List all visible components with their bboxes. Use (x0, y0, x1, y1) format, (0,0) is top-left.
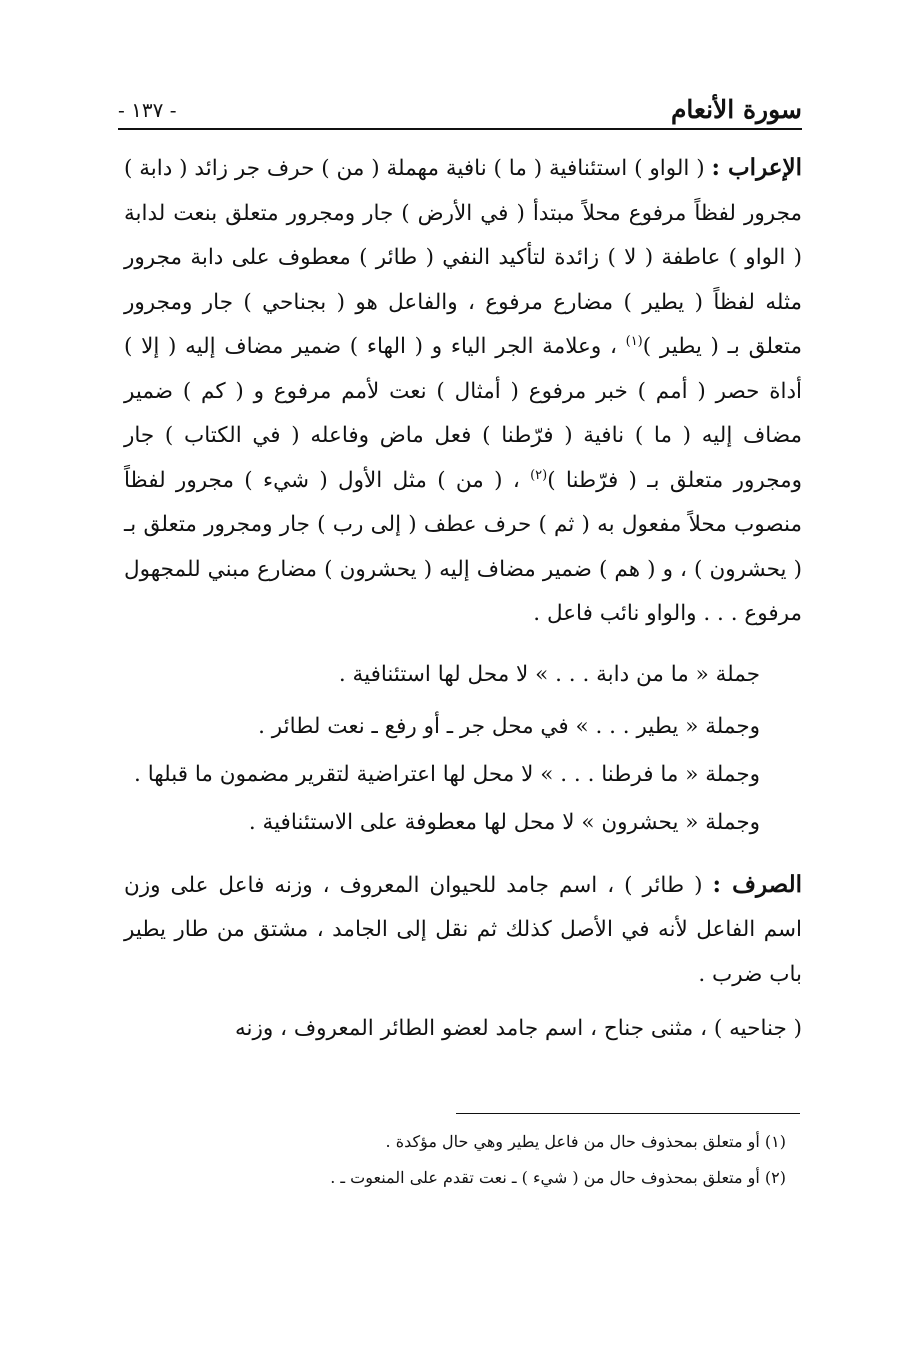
sentence-item: وجملة « يحشرون » لا محل لها معطوفة على الاستئنافية . (248, 809, 760, 835)
footnote-item: (١) أو متعلق بمحذوف حال من فاعل يطير وهي حال مؤكدة . (385, 1132, 786, 1151)
sentence-item: وجملة « ما فرطنا . . . » لا محل لها اعتراضية لتقرير مضمون ما قبلها . (134, 761, 760, 787)
sentence-item: جملة « ما من دابة . . . » لا محل لها استئنافية . (338, 661, 760, 687)
sarf-paragraph (124, 863, 802, 998)
footnote-item: (٢) أو متعلق بمحذوف حال من ( شيء ) ـ نعت تقدم على المنعوت ـ . (330, 1168, 786, 1187)
sentence-item: وجملة « يطير . . . » في محل جر ـ أو رفع ـ نعت لطائر . (258, 713, 760, 739)
continuation-paragraph: ( جناحيه ) ، مثنى جناح ، اسم جامد لعضو الطائر المعروف ، وزنه (235, 1016, 802, 1041)
surah-title: سورة الأنعام (670, 95, 802, 124)
irab-text-2: ، وعلامة الجر الياء و ( الهاء ) ضمير مضاف إليه ( إلا ) أداة حصر ( أمم ) خبر مرفوع ( أمثال ) نعت لأمم مرفوع و ( كم ) ضمير مضاف إليه ( ما ) نافية ( فرّطنا ) فعل ماض وفاعله ( في الكتاب ) جار ومجرور متعلق بـ ( فرّطنا ) (124, 334, 802, 493)
irab-text-3: ، ( من ) مثل الأول ( شيء ) مجرور لفظاً منصوب محلاً مفعول به ( ثم ) حرف عطف ( إلى رب ) جار ومجرور متعلق بـ ( يحشرون ) ، و ( هم ) ضمير مضاف إليه ( يحشرون ) مضارع مبني للمجهول مرفوع . . . والواو نائب فاعل . (124, 467, 802, 626)
irab-text-1: ( الواو ) استئنافية ( ما ) نافية مهملة ( من ) حرف جر زائد ( دابة ) مجرور لفظاً مرفوع محلاً مبتدأ ( في الأرض ) جار ومجرور متعلق بنعت لدابة ( الواو ) عاطفة ( لا ) زائدة لتأكيد النفي ( طائر ) معطوف على دابة مجرور مثله لفظاً ( يطير ) مضارع مرفوع ، والفاعل هو ( بجناحي ) جار ومجرور متعلق بـ ( يطير ) (124, 156, 803, 359)
footnotes (124, 1124, 800, 1196)
irab-paragraph (124, 146, 802, 637)
sarf-label: الصرف : (712, 870, 802, 898)
irab-label: الإعراب : (711, 154, 802, 181)
footnote-ref-2: (٢) (530, 467, 548, 483)
sentences-list (124, 649, 802, 849)
sarf-text: ( طائر ) ، اسم جامد للحيوان المعروف ، وزنه فاعل على وزن اسم الفاعل لأنه في الأصل كذلك ثم نقل إلى الجامد ، مشتق من طار يطير باب ضرب . (124, 872, 802, 987)
page-number: - ١٣٧ - (118, 98, 177, 122)
page-header (118, 84, 802, 130)
footnote-ref-1: (١) (625, 333, 643, 349)
main-text (124, 146, 802, 1052)
footnote-divider (456, 1113, 800, 1114)
